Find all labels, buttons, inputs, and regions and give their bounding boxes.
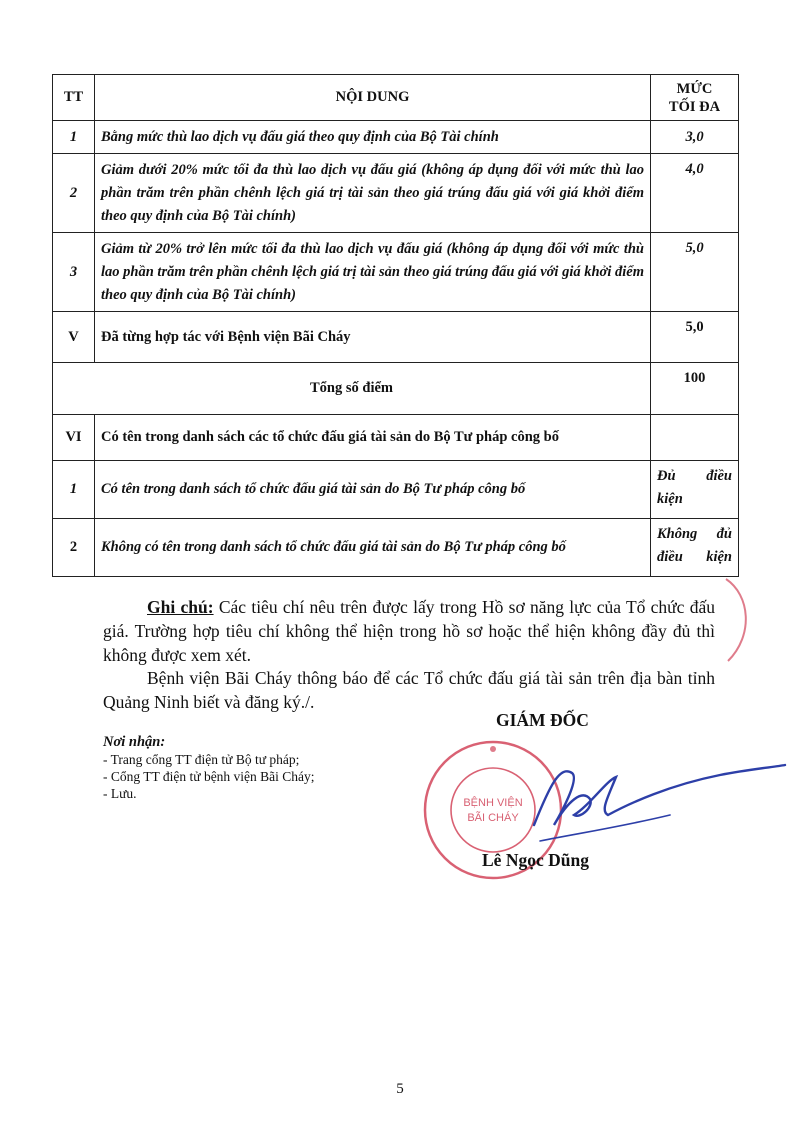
table-row: [53, 519, 739, 577]
row-content: Có tên trong danh sách các tổ chức đấu giá tài sản do Bộ Tư pháp công bố: [95, 415, 651, 461]
note-text: Các tiêu chí nêu trên được lấy trong Hồ sơ năng lực của Tổ chức đấu giá. Trường hợp tiêu chí không thể hiện trong hồ sơ hoặc thể hiện không đầy đủ thì không được xem xét.: [103, 597, 715, 665]
row-score: 5,0: [651, 312, 739, 363]
row-score: 4,0: [651, 154, 739, 233]
row-number: VI: [53, 415, 95, 461]
announcement-paragraph: Bệnh viện Bãi Cháy thông báo để các Tổ chức đấu giá tài sản trên địa bàn tỉnh Quảng Ninh biết và đăng ký./.: [103, 668, 715, 712]
table-row: [53, 461, 739, 519]
row-score: Đủ điều kiện: [651, 461, 739, 519]
row-content: Giảm dưới 20% mức tối đa thù lao dịch vụ đấu giá (không áp dụng đối với mức thù lao phần trăm trên phần chênh lệch giá trị tài sản theo giá trúng đấu giá với giá khởi điểm theo quy định của Bộ Tài chính): [95, 154, 651, 233]
total-label: Tổng số điểm: [53, 363, 651, 415]
row-number: 3: [53, 233, 95, 312]
row-content: Có tên trong danh sách tổ chức đấu giá tài sản do Bộ Tư pháp công bố: [95, 461, 651, 519]
row-score: 3,0: [651, 121, 739, 154]
table-row: [53, 154, 739, 233]
row-content: Bằng mức thù lao dịch vụ đấu giá theo quy định của Bộ Tài chính: [95, 121, 651, 154]
stamp-text-line1: BỆNH VIỆN: [463, 797, 523, 809]
header-content: NỘI DUNG: [95, 75, 651, 121]
row-content: Giảm từ 20% trở lên mức tối đa thù lao dịch vụ đấu giá (không áp dụng đối với mức thù lao phần trăm trên phần chênh lệch giá trị tài sản theo giá trúng đấu giá với giá khởi điểm theo quy định của Bộ Tài chính): [95, 233, 651, 312]
page-number: 5: [396, 1081, 404, 1097]
signer-name: Lê Ngọc Dũng: [482, 850, 589, 870]
table-row: [53, 415, 739, 461]
criteria-table: [52, 74, 739, 577]
row-score: 5,0: [651, 233, 739, 312]
total-score: 100: [651, 363, 739, 415]
header-score-line2: TỐI ĐA: [668, 98, 721, 115]
table-row: [53, 121, 739, 154]
table-row: [53, 312, 739, 363]
row-number: V: [53, 312, 95, 363]
recipient-item: - Trang cổng TT điện tử Bộ tư pháp;: [103, 752, 300, 767]
recipients-heading: Nơi nhận:: [103, 734, 166, 750]
signer-title: GIÁM ĐỐC: [496, 710, 589, 730]
row-content: Đã từng hợp tác với Bệnh viện Bãi Cháy: [95, 312, 651, 363]
header-score-line1: MỨC: [676, 80, 713, 97]
recipients-block: [103, 734, 315, 802]
recipient-item: - Lưu.: [103, 786, 137, 801]
row-number: 1: [53, 461, 95, 519]
row-score: [651, 415, 739, 461]
row-number: 1: [53, 121, 95, 154]
header-tt: TT: [53, 75, 95, 121]
stamp-text-line2: BÃI CHÁY: [467, 812, 519, 824]
total-row: [53, 363, 739, 415]
row-score: Không đủ điều kiện: [651, 519, 739, 577]
recipient-item: - Cổng TT điện tử bệnh viện Bãi Cháy;: [103, 769, 315, 784]
header-score: [651, 75, 739, 121]
table-row: [53, 233, 739, 312]
row-number: 2: [53, 519, 95, 577]
note-label: Ghi chú:: [147, 597, 214, 617]
row-content: Không có tên trong danh sách tổ chức đấu giá tài sản do Bộ Tư pháp công bố: [95, 519, 651, 577]
table-header-row: [53, 75, 739, 121]
handwritten-signature: [520, 745, 790, 865]
row-number: 2: [53, 154, 95, 233]
note-paragraph: [103, 595, 715, 667]
partial-stamp-edge: [720, 575, 780, 665]
